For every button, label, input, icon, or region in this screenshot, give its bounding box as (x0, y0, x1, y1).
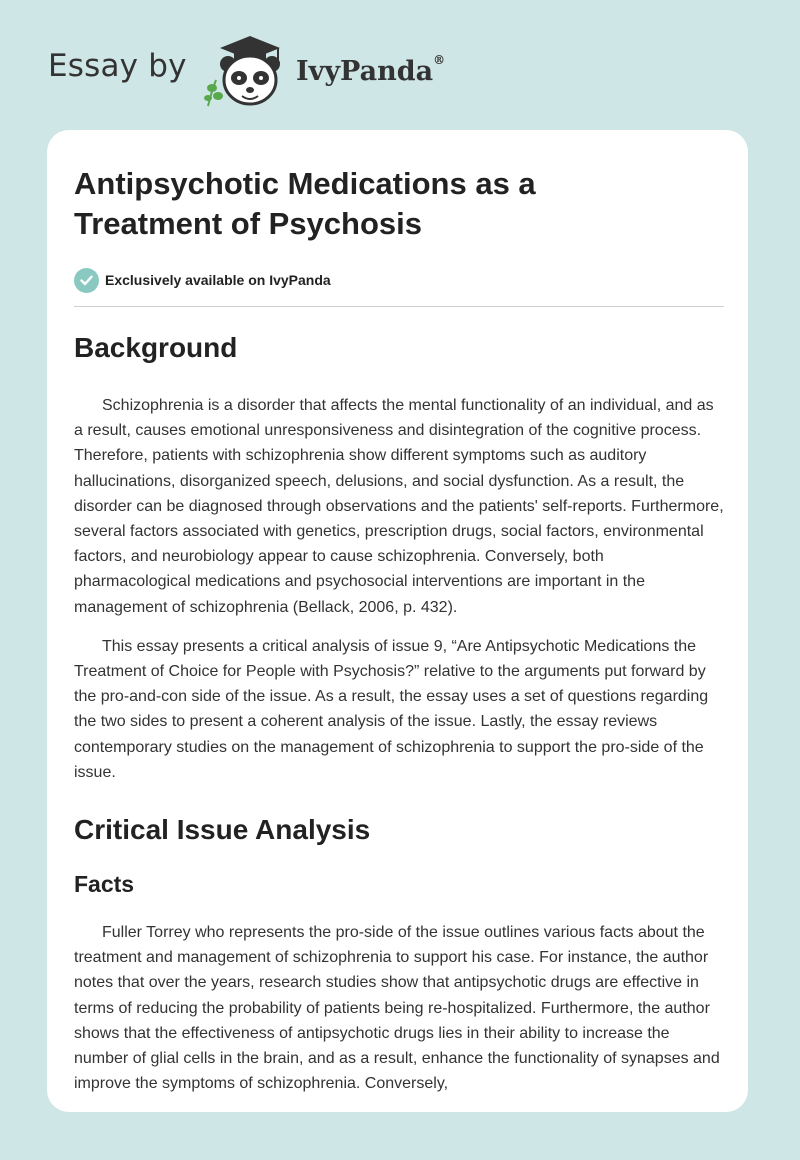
essay-by-label: Essay by (48, 48, 187, 84)
checkmark-icon (74, 268, 99, 293)
paragraph: Fuller Torrey who represents the pro-side of the issue outlines various facts about the treatment and management of schizophrenia to support his case. For instance, the author notes that over the years, research studies show that antipsychotic drugs are effective in terms of reducing the probability of patients being re-hospitalized. Furthermore, the author shows that the effectiveness of antipsychotic drugs lies in their ability to increase the number of glial cells in the brain, and as a result, enhance the functionality of synapses and improve the symptoms of schizophrenia. Conversely, (74, 924, 720, 1093)
section-heading-critical-analysis: Critical Issue Analysis (74, 814, 371, 846)
section-heading-background: Background (74, 332, 238, 363)
essay-card (47, 130, 748, 1112)
paragraph: This essay presents a critical analysis of issue 9, “Are Antipsychotic Medications the Treatment of Choice for People with Psychosis?” relative to the arguments put forward by the pro-and-con side of the issue. As a result, the essay uses a set of questions regarding the two sides to present a coherent analysis of the issue. Lastly, the essay reviews contemporary studies on the management of schizophrenia to support the pro-side of the issue. (74, 637, 709, 781)
paragraph: Schizophrenia is a disorder that affects the mental functionality of an individual, and as a result, causes emotional unresponsiveness and disintegration of the cognitive process. Therefore, patients with schizophrenia show different symptoms such as auditory hallucinations, disorganized speech, delusions, and social dysfunction. As a result, the disorder can be diagnosed through observations and the patients' self-reports. Furthermore, several factors associated with genetics, prescription drugs, social factors, environmental factors, and neurobiology appear to cause schizophrenia. Conversely, both pharmacological medications and psychosocial interventions are important in the management of schizophrenia (Bellack, 2006, p. 432). (74, 397, 724, 616)
exclusive-badge (74, 266, 724, 294)
divider (74, 306, 724, 307)
site-header (0, 0, 800, 120)
essay-content (74, 164, 724, 1096)
badge-label: Exclusively available on IvyPanda (105, 272, 331, 288)
ivypanda-logo-icon (198, 30, 294, 110)
subsection-heading-facts: Facts (74, 871, 135, 898)
page-title: Antipsychotic Medications as a Treatment of Psychosis (74, 166, 536, 241)
brand-name: IvyPanda® (296, 53, 446, 87)
